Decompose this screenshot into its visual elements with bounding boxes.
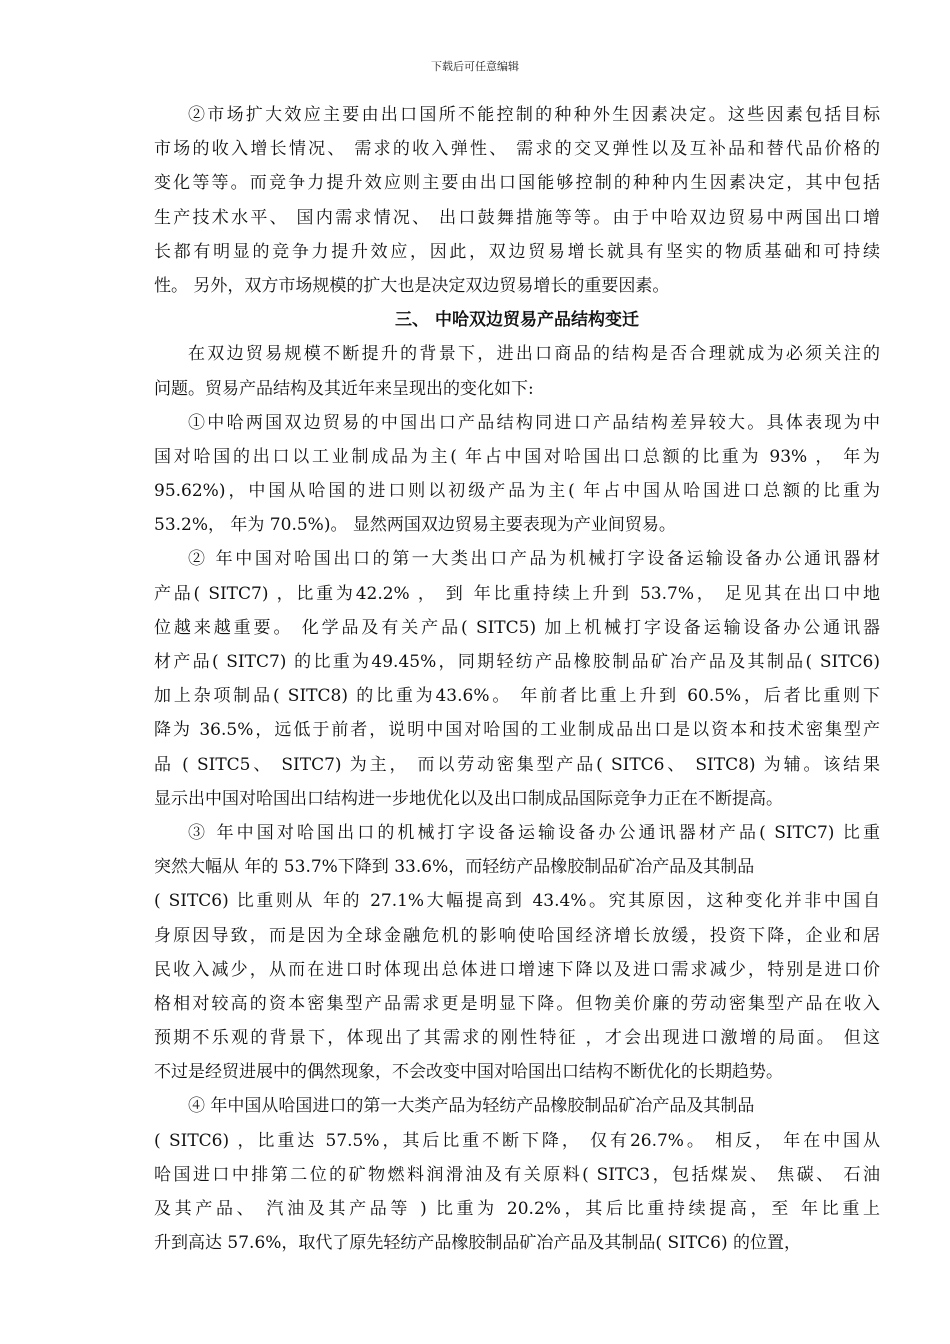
paragraph-line: 突然大幅从 年的 53.7%下降到 33.6%，而轻纺产品橡胶制品矿冶产品及其制品 bbox=[154, 857, 755, 878]
paragraph-line: 及其产品、 汽油及其产品等 ) 比重为 20.2%，其后比重持续提高，至 年比重上 bbox=[154, 1199, 880, 1219]
paragraph-line: 长都有明显的竞争力提升效应，因此，双边贸易增长就具有坚实的物质基础和可持续 bbox=[154, 241, 880, 262]
document-body bbox=[154, 98, 880, 1260]
paragraph-line: ② 年中国对哈国出口的第一大类出口产品为机械打字设备运输设备办公通讯器材 bbox=[188, 549, 880, 570]
paragraph-line: ( SITC6) 比重则从 年的 27.1%大幅提高到 43.4%。究其原因，这种变化并非中国自 bbox=[154, 891, 880, 912]
paragraph-line: 问题。贸易产品结构及其近年来呈现出的变化如下: bbox=[154, 378, 534, 399]
paragraph-line: 市场的收入增长情况、 需求的收入弹性、 需求的交叉弹性以及互补品和替代品价格的 bbox=[154, 139, 880, 160]
paragraph-line: ②市场扩大效应主要由出口国所不能控制的种种外生因素决定。这些因素包括目标 bbox=[188, 105, 880, 125]
page-header: 下载后可任意编辑 bbox=[431, 60, 519, 73]
paragraph-line: 53.2%， 年为 70.5%)。 显然两国双边贸易主要表现为产业间贸易。 bbox=[154, 515, 676, 536]
paragraph-line: 品 ( SITC5、 SITC7) 为主， 而以劳动密集型产品( SITC6、 SITC8) 为辅。该结果 bbox=[154, 754, 880, 775]
paragraph-line: ( SITC6) ，比重达 57.5%，其后比重不断下降， 仅有26.7%。 相反， 年在中国从 bbox=[154, 1130, 880, 1151]
paragraph-line: 国对哈国的出口以工业制成品为主( 年占中国对哈国出口总额的比重为 93% ， 年为 bbox=[154, 446, 880, 467]
paragraph-line: 预期不乐观的背景下，体现出了其需求的刚性特征 ，才会出现进口激增的局面。 但这 bbox=[154, 1028, 880, 1049]
paragraph-line: 身原因导致，而是因为全球金融危机的影响使哈国经济增长放缓，投资下降，企业和居 bbox=[154, 925, 880, 946]
paragraph-line: ③ 年中国对哈国出口的机械打字设备运输设备办公通讯器材产品( SITC7) 比重 bbox=[188, 822, 880, 843]
paragraph-line: 位越来越重要。 化学品及有关产品( SITC5) 加上机械打字设备运输设备办公通讯器 bbox=[154, 617, 880, 638]
paragraph-line: 格相对较高的资本密集型产品需求更是明显下降。但物美价廉的劳动密集型产品在收入 bbox=[154, 993, 880, 1014]
paragraph-line: 哈国进口中排第二位的矿物燃料润滑油及有关原料( SITC3，包括煤炭、 焦碳、 石油 bbox=[154, 1164, 880, 1185]
section-heading: 三、 中哈双边贸易产品结构变迁 bbox=[395, 310, 639, 331]
paragraph-line: 变化等等。而竞争力提升效应则主要由出口国能够控制的种种内生因素决定，其中包括 bbox=[154, 173, 880, 194]
paragraph-line: 显示出中国对哈国出口结构进一步地优化以及出口制成品国际竞争力正在不断提高。 bbox=[154, 788, 783, 809]
paragraph-line: 产品( SITC7) ，比重为42.2% ， 到 年比重持续上升到 53.7%， 足见其在出口中地 bbox=[154, 583, 880, 604]
paragraph-line: ④ 年中国从哈国进口的第一大类产品为轻纺产品橡胶制品矿冶产品及其制品 bbox=[188, 1096, 755, 1117]
paragraph-line: ①中哈两国双边贸易的中国出口产品结构同进口产品结构差异较大。具体表现为中 bbox=[188, 412, 880, 433]
paragraph-line: 生产技术水平、 国内需求情况、 出口鼓舞措施等等。由于中哈双边贸易中两国出口增 bbox=[154, 207, 880, 228]
paragraph-line: 降为 36.5%，远低于前者，说明中国对哈国的工业制成品出口是以资本和技术密集型产 bbox=[154, 720, 880, 741]
paragraph-line: 加上杂项制品( SITC8) 的比重为43.6%。 年前者比重上升到 60.5%，后者比重则下 bbox=[154, 686, 880, 707]
paragraph-line: 材产品( SITC7) 的比重为49.45%，同期轻纺产品橡胶制品矿冶产品及其制品( SITC6) bbox=[154, 652, 880, 672]
paragraph-line: 不过是经贸进展中的偶然现象，不会改变中国对哈国出口结构不断优化的长期趋势。 bbox=[154, 1062, 783, 1083]
paragraph-line: 民收入减少，从而在进口时体现出总体进口增速下降以及进口需求减少，特别是进口价 bbox=[154, 959, 880, 980]
paragraph-line: 性。 另外，双方市场规模的扩大也是决定双边贸易增长的重要因素。 bbox=[154, 275, 670, 296]
paragraph-line: 升到高达 57.6%，取代了原先轻纺产品橡胶制品矿冶产品及其制品( SITC6) 的位置， bbox=[154, 1233, 802, 1254]
paragraph-line: 95.62%)，中国从哈国的进口则以初级产品为主( 年占中国从哈国进口总额的比重为 bbox=[154, 481, 880, 502]
paragraph-line: 在双边贸易规模不断提升的背景下，进出口商品的结构是否合理就成为必须关注的 bbox=[188, 344, 880, 365]
